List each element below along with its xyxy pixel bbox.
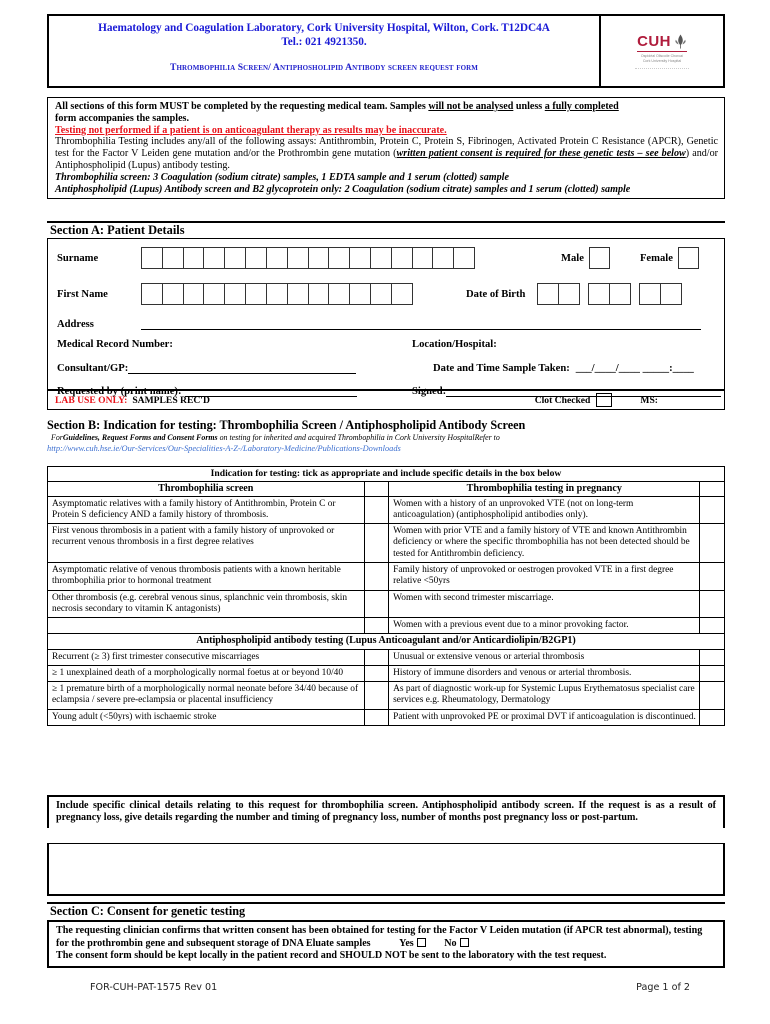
firstname-cell[interactable] — [183, 283, 205, 305]
header-title-block — [49, 16, 601, 86]
indication-left: ≥ 1 premature birth of a morphologically normal neonate before 34/40 because of eclampsia / severe pre-eclampsia or placental insufficiency — [48, 682, 365, 710]
dob-group[interactable] — [537, 283, 580, 305]
tick-checkbox-right[interactable] — [700, 524, 725, 563]
firstname-cell[interactable] — [141, 283, 163, 305]
tick-checkbox-right[interactable] — [700, 682, 725, 710]
surname-cell[interactable] — [412, 247, 434, 269]
firstname-cell[interactable] — [391, 283, 413, 305]
male-checkbox[interactable] — [589, 247, 610, 269]
indication-right: Family history of unprovoked or oestrogen provoked VTE in a first degree relative <50yrs — [389, 563, 700, 591]
indication-right: Women with a history of an unprovoked VTE (not on long-term anticoagulation) (antiphospholipid antibodies only). — [389, 496, 700, 524]
section-a-box — [47, 238, 725, 410]
surname-cell[interactable] — [203, 247, 225, 269]
surname-cell[interactable] — [370, 247, 392, 269]
dob-cell[interactable] — [609, 283, 631, 305]
column-header-left: Thrombophilia screen — [48, 481, 365, 496]
tick-checkbox-left[interactable] — [364, 649, 389, 665]
instruction-underline-1: will not be analysed — [428, 101, 514, 112]
tick-checkbox-right[interactable] — [700, 665, 725, 681]
signed-label: Signed: — [412, 386, 447, 397]
tick-checkbox-left[interactable] — [364, 496, 389, 524]
surname-cell[interactable] — [224, 247, 246, 269]
address-input[interactable] — [141, 320, 701, 330]
surname-cell[interactable] — [266, 247, 288, 269]
gender-row — [561, 247, 699, 269]
instruction-line-1 — [55, 101, 718, 113]
lab-address-text: Haematology and Coagulation Laboratory, Cork University Hospital, Wilton, Cork. T12DC4A — [98, 22, 550, 34]
indication-right: Women with second trimester miscarriage. — [389, 590, 700, 618]
consent-statement: The requesting clinician confirms that written consent has been obtained for testing for the Factor V Leiden mutation (if APCR test abnormal), testing for the prothrombin gene and subsequent storage of DNA Eluate samples — [56, 925, 703, 949]
anticoagulant-warning: Testing not performed if a patient is on anticoagulant therapy as results may be inaccurate. — [55, 124, 447, 136]
table-row — [48, 496, 725, 524]
page-number: Page 1 of 2 — [636, 982, 690, 993]
lab-phone-text: Tel.: 021 4921350. — [281, 36, 367, 49]
consent-no-label: No — [444, 937, 457, 949]
hse-flame-icon — [674, 34, 687, 49]
surname-cell[interactable] — [453, 247, 475, 269]
assay-description — [55, 136, 718, 171]
surname-cell[interactable] — [308, 247, 330, 269]
location-row — [412, 339, 637, 350]
clinical-details-instruction: Include specific clinical details relating to this request for thrombophilia screen. Antiphospholipid antibody screen. If the request is as a result of pregnancy loss, give details regarding the number and timing of pregnancy loss, number of months post pregnancy loss or post-partum. — [47, 795, 725, 828]
sample-requirement-1: Thrombophilia screen: 3 Coagulation (sodium citrate) samples, 1 EDTA sample and 1 serum (clotted) sample — [55, 171, 509, 183]
table-row — [48, 590, 725, 618]
mrn-label: Medical Record Number: — [57, 339, 173, 350]
firstname-row — [57, 283, 413, 305]
table-row — [48, 649, 725, 665]
tick-checkbox-right[interactable] — [700, 709, 725, 725]
logo-row — [637, 33, 687, 50]
indication-right: Patient with unprovoked PE or proximal DVT if anticoagulation is discontinued. — [389, 709, 700, 725]
tick-checkbox-left[interactable] — [364, 590, 389, 618]
table-caption-row — [48, 467, 725, 482]
tick-checkbox-left[interactable] — [364, 709, 389, 725]
datetime-label: Date and Time Sample Taken: — [433, 363, 570, 374]
lab-use-row — [48, 389, 724, 409]
section-c-title: Section C: Consent for genetic testing — [47, 902, 725, 919]
logo-text: CUH — [637, 32, 671, 50]
surname-cell[interactable] — [391, 247, 413, 269]
indication-left: Young adult (<50yrs) with ischaemic stroke — [48, 709, 365, 725]
dob-group[interactable] — [588, 283, 631, 305]
dob-row — [466, 283, 682, 305]
logo-subtitle — [641, 54, 683, 65]
indication-right: As part of diagnostic work-up for Systemic Lupus Erythematosus specialist care services e.g. Rheumatology, Dermatology — [389, 682, 700, 710]
dob-group[interactable] — [639, 283, 682, 305]
tick-checkbox-left[interactable] — [364, 665, 389, 681]
table-row — [48, 682, 725, 710]
indication-right: History of immune disorders and venous or arterial thrombosis. — [389, 665, 700, 681]
table-row — [48, 709, 725, 725]
table-row — [48, 665, 725, 681]
dob-cell[interactable] — [558, 283, 580, 305]
samples-received-label: SAMPLES REC'D — [132, 394, 210, 406]
tick-checkbox-right[interactable] — [700, 563, 725, 591]
table-row — [48, 618, 725, 634]
firstname-cell[interactable] — [349, 283, 371, 305]
firstname-cell[interactable] — [287, 283, 309, 305]
tick-checkbox-right[interactable] — [700, 618, 725, 634]
tick-checkbox-left[interactable] — [364, 618, 389, 634]
logo-subtitle-english: Cork University Hospital — [642, 59, 682, 63]
surname-label: Surname — [57, 252, 99, 264]
section-b-guidelines — [51, 433, 721, 443]
page-footer — [90, 982, 690, 993]
section-c-box — [47, 920, 725, 968]
firstname-cell[interactable] — [308, 283, 330, 305]
consent-no-checkbox[interactable] — [460, 938, 469, 947]
tick-checkbox-right[interactable] — [700, 649, 725, 665]
indication-left: First venous thrombosis in a patient with a family history of unprovoked or recurrent venous thrombosis in a first degree relatives — [48, 524, 365, 563]
apl-banner: Antiphospholipid antibody testing (Lupus Anticoagulant and/or Anticardiolipin/B2GP1) — [48, 634, 725, 649]
surname-cell[interactable] — [287, 247, 309, 269]
tick-checkbox-left[interactable] — [364, 682, 389, 710]
indication-right: Women with prior VTE and a family history of VTE and known Antithrombin deficiency or where the specific thrombophilia has not been detected should be tested for Antithrombin deficiency. — [389, 524, 700, 563]
address-label: Address — [57, 319, 94, 330]
form-header — [47, 14, 725, 88]
tick-checkbox-left[interactable] — [364, 563, 389, 591]
tick-checkbox-right[interactable] — [700, 496, 725, 524]
sample-datetime-row — [433, 363, 694, 374]
datetime-input[interactable]: ___/____/____ _____:____ — [575, 363, 694, 374]
firstname-cell[interactable] — [203, 283, 225, 305]
consent-retention-note: The consent form should be kept locally in the patient record and SHOULD NOT be sent to the laboratory with the test request. — [56, 950, 607, 962]
dob-input[interactable] — [537, 283, 681, 305]
instructions-box — [47, 97, 725, 199]
logo-subtitle-irish: Ospidéal Ollscoile Chorcaí — [640, 53, 684, 58]
firstname-cell[interactable] — [245, 283, 267, 305]
guideline-emphasis: Guidelines, Request Forms and Consent Forms — [62, 433, 218, 442]
indication-left: Recurrent (≥ 3) first trimester consecutive miscarriages — [48, 649, 365, 665]
female-checkbox[interactable] — [678, 247, 699, 269]
guidelines-link[interactable]: http://www.cuh.hse.ie/Our-Services/Our-Specialities-A-Z-/Laboratory-Medicine/Publications-Downloads — [47, 444, 401, 453]
dob-cell[interactable] — [588, 283, 610, 305]
assay-text-b: ) and/or Antiphospholipid (Lupus) antibody testing. — [55, 148, 719, 171]
firstname-cell[interactable] — [162, 283, 184, 305]
consultant-row — [57, 363, 356, 374]
assay-text-a: Thrombophilia Testing includes any/all of the following assays: Antithrombin, Protein C, Protein S, Fibrinogen, Activated Protein C Resistance (APCR), Genetic test for the Factor V Leiden gene mutation and/or the Prothrombin gene mutation ( — [55, 136, 718, 160]
indication-left: ≥ 1 unexplained death of a morphologically normal foetus at or beyond 10/40 — [48, 665, 365, 681]
firstname-cell[interactable] — [266, 283, 288, 305]
document-reference: FOR-CUH-PAT-1575 Rev 01 — [90, 982, 218, 993]
consent-yes-label: Yes — [399, 937, 414, 949]
consent-emphasis: written patient consent is required for these genetic tests – see below — [396, 148, 686, 160]
tick-checkbox-right[interactable] — [700, 590, 725, 618]
surname-cell[interactable] — [245, 247, 267, 269]
instruction-text-b: unless — [513, 101, 545, 112]
guideline-text-b: on testing for inherited and acquired Thrombophilia in Cork University HospitalRefer to — [217, 433, 500, 442]
sample-requirement-2: Antiphospholipid (Lupus) Antibody screen and B2 glycoprotein only: 2 Coagulation (sodium citrate) samples and 1 serum (clotted) sample — [55, 183, 631, 195]
clot-checked-label: Clot Checked — [534, 394, 591, 406]
table-header-row — [48, 481, 725, 496]
dob-cell[interactable] — [660, 283, 682, 305]
lab-address-line — [98, 21, 550, 50]
surname-cell[interactable] — [162, 247, 184, 269]
address-row — [57, 319, 701, 330]
surname-cell[interactable] — [183, 247, 205, 269]
surname-cell[interactable] — [141, 247, 163, 269]
dob-cell[interactable] — [639, 283, 661, 305]
clot-checked-checkbox[interactable] — [596, 393, 612, 407]
consultant-label: Consultant/GP: — [57, 363, 129, 374]
firstname-cell[interactable] — [328, 283, 350, 305]
logo-divider — [635, 68, 689, 69]
indication-left: Asymptomatic relatives with a family history of Antithrombin, Protein C or Protein S deficiency AND a family history of thrombosis. — [48, 496, 365, 524]
clinical-details-input[interactable] — [47, 843, 725, 896]
indication-left: Asymptomatic relative of venous thrombosis patients with a known heritable thrombophilia prior to hormonal treatment — [48, 563, 365, 591]
indication-left: Other thrombosis (e.g. cerebral venous sinus, splanchnic vein thrombosis, skin necrosis secondary to vitamin K antagonists) — [48, 590, 365, 618]
indication-right: Women with a previous event due to a minor provoking factor. — [389, 618, 700, 634]
table-row — [48, 563, 725, 591]
consultant-input[interactable] — [128, 364, 356, 374]
surname-row — [57, 247, 475, 269]
consent-yes-checkbox[interactable] — [417, 938, 426, 947]
hospital-logo — [601, 16, 723, 86]
section-a-title: Section A: Patient Details — [47, 221, 725, 238]
dob-cell[interactable] — [537, 283, 559, 305]
surname-cell[interactable] — [328, 247, 350, 269]
ms-label: MS: — [640, 394, 658, 406]
tick-header-left — [364, 481, 389, 496]
surname-input[interactable] — [141, 247, 475, 269]
indication-table — [47, 466, 725, 726]
mrn-row — [57, 339, 323, 350]
instruction-line-2: form accompanies the samples. — [55, 112, 190, 124]
firstname-cell[interactable] — [224, 283, 246, 305]
indication-right: Unusual or extensive venous or arterial thrombosis — [389, 649, 700, 665]
surname-cell[interactable] — [349, 247, 371, 269]
instruction-underline-2: a fully completed — [544, 101, 619, 112]
table-caption: Indication for testing: tick as appropriate and include specific details in the box below — [48, 467, 725, 482]
column-header-right: Thrombophilia testing in pregnancy — [389, 481, 700, 496]
guideline-text-a: For — [51, 433, 63, 442]
firstname-cell[interactable] — [370, 283, 392, 305]
requested-by-label: Requested by (print name): — [57, 386, 182, 397]
apl-banner-row — [48, 634, 725, 649]
tick-checkbox-left[interactable] — [364, 524, 389, 563]
location-label: Location/Hospital: — [412, 339, 497, 350]
logo-underline — [637, 51, 687, 52]
firstname-input[interactable] — [141, 283, 413, 305]
instruction-text-a: All sections of this form MUST be completed by the requesting medical team. Samples — [55, 101, 429, 112]
female-label: Female — [639, 252, 673, 264]
dob-label: Date of Birth — [466, 288, 526, 300]
section-b-title: Section B: Indication for testing: Thrombophilia Screen / Antiphospholipid Antibody Screen — [47, 418, 526, 432]
surname-cell[interactable] — [432, 247, 454, 269]
tick-header-right — [700, 481, 725, 496]
table-row — [48, 524, 725, 563]
indication-left — [48, 618, 365, 634]
male-label: Male — [561, 252, 584, 264]
form-title: Thrombophilia Screen/ Antiphosholipid Antibody screen request form — [169, 61, 478, 73]
firstname-label: First Name — [57, 288, 108, 300]
lab-use-label: LAB USE ONLY: — [55, 394, 128, 406]
